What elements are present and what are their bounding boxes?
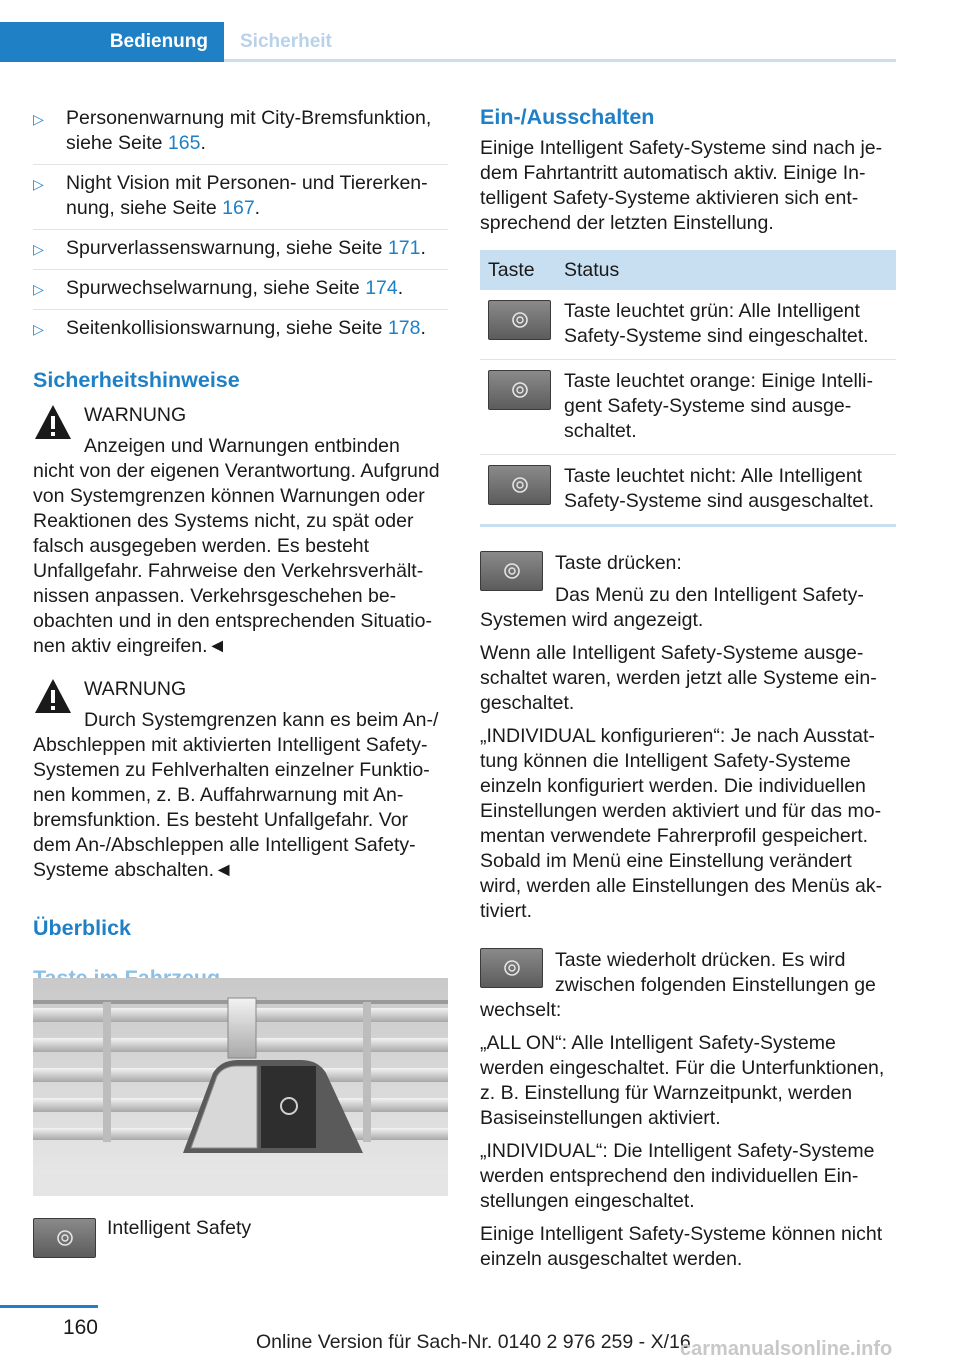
vehicle-button-photo <box>33 978 448 1196</box>
triangle-right-icon: ▷ <box>33 281 44 297</box>
left-column <box>33 100 448 991</box>
grille-illustration <box>33 978 448 1196</box>
button-icon <box>480 948 543 988</box>
page-link[interactable]: 178 <box>387 317 421 339</box>
repeat-first: Taste wiederholt drücken. Es wird zwischen folgenden Einstellungen ge <box>555 949 876 996</box>
paragraph: „ALL ON“: Alle Intelligent Safety-Systeme werden eingeschaltet. Für die Unterfunktionen, z. B. Einstellung für Warnzeitpunkt, werden Basiseinstellungen aktiviert. <box>480 1032 885 1129</box>
page-link[interactable]: 167 <box>222 197 255 219</box>
warning-block <box>33 403 448 659</box>
list-item: ▷ Night Vision mit Personen- und Tiererkennung, siehe Seite 167. <box>33 165 448 230</box>
onoff-heading: Ein-/Ausschalten <box>480 105 655 129</box>
warning-title: WARNUNG <box>84 404 187 426</box>
tab-bedienung[interactable]: Bedienung <box>0 22 224 62</box>
table-row <box>480 360 896 455</box>
repeat-rest: wechselt: <box>480 999 562 1021</box>
warning-text: nicht von der eigenen Verantwortung. Aufgrund von Systemgrenzen können Warnungen oder Reaktionen des Systems nicht, zu spät oder falsch ausgegeben werden. Es besteht Unfallgefahr. Fahrweise den Verkehrsverhältnissen anpassen. Verkehrsgeschehen beobachten und in den entsprechenden Situationen aktiv eingreifen.◄ <box>33 460 440 657</box>
warning-triangle-icon <box>33 677 73 715</box>
list-item: ▷ Spurverlassenswarnung, siehe Seite 171. <box>33 230 448 270</box>
status-cell: Taste leuchtet grün: Alle Intelligent Safety-Systeme sind eingeschaltet. <box>564 290 896 360</box>
button-orange-icon <box>488 370 551 410</box>
watermark: carmanualsonline.info <box>680 1338 893 1360</box>
paragraph: „INDIVIDUAL“: Die Intelligent Safety-Systeme werden entsprechend den individuellen Einstellungen eingeschaltet. <box>480 1140 875 1212</box>
list-item: ▷ Personenwarnung mit City-Bremsfunktion, siehe Seite 165. <box>33 100 448 165</box>
table-row <box>480 290 896 360</box>
right-column <box>480 100 896 1272</box>
status-cell: Taste leuchtet orange: Einige Intelligent Safety-Systeme sind ausgeschaltet. <box>564 360 896 455</box>
onoff-text: Einige Intelligent Safety-Systeme sind nach jedem Fahrtantritt automatisch aktiv. Einige Intelligent Safety-Systeme aktivieren sich entsprechend der letzten Einstellung. <box>480 137 883 234</box>
press-first: Das Menü zu den Intelligent Safety- <box>555 584 864 606</box>
status-table <box>480 250 896 527</box>
safety-heading: Sicherheitshinweise <box>33 368 240 392</box>
press-rest: Systemen wird angezeigt. <box>480 609 704 631</box>
footer-accent-line <box>0 1305 98 1308</box>
press-block <box>480 551 896 633</box>
warning-text: Abschleppen mit aktivierten Intelligent Safety-Systemen zu Fehlverhalten einzelner Funktionen kommen, z. B. Auffahrwarnung mit Anbremsfunktion. Es besteht Unfallgefahr. Vor dem An-/Abschleppen alle Intelligent Safety-Systeme abschalten.◄ <box>33 734 430 881</box>
table-row <box>480 455 896 526</box>
press-title: Taste drücken: <box>555 552 682 574</box>
warning-block <box>33 677 448 883</box>
header-divider <box>224 59 896 62</box>
page-header <box>0 0 960 62</box>
icon-caption: Intelligent Safety <box>107 1217 252 1239</box>
button-off-icon <box>488 465 551 505</box>
triangle-right-icon: ▷ <box>33 321 44 337</box>
triangle-right-icon: ▷ <box>33 111 44 127</box>
page-number: 160 <box>62 1316 98 1339</box>
page-link[interactable]: 165 <box>167 132 201 154</box>
button-icon <box>480 551 543 591</box>
col-header-button: Taste <box>480 250 564 290</box>
warning-title: WARNUNG <box>84 678 187 700</box>
tab-sicherheit[interactable]: Sicherheit <box>240 31 332 52</box>
triangle-right-icon: ▷ <box>33 241 44 257</box>
list-item: ▷ Seitenkollisionswarnung, siehe Seite 178. <box>33 310 448 349</box>
warning-triangle-icon <box>33 403 73 441</box>
intelligent-safety-button-icon <box>33 1218 96 1258</box>
footer-text: Online Version für Sach-Nr. 0140 2 976 259 - X/16 <box>256 1331 691 1353</box>
repeat-block <box>480 948 896 1023</box>
list-item: ▷ Spurwechselwarnung, siehe Seite 174. <box>33 270 448 310</box>
system-list <box>33 100 448 349</box>
page-link[interactable]: 171 <box>387 237 421 259</box>
status-cell: Taste leuchtet nicht: Alle Intelligent Safety-Systeme sind ausgeschaltet. <box>564 455 896 526</box>
overview-heading: Überblick <box>33 916 131 940</box>
warning-text-first: Durch Systemgrenzen kann es beim An-/ <box>84 709 439 731</box>
paragraph: „INDIVIDUAL konfigurieren“: Je nach Ausstattung können die Intelligent Safety-Systeme einzeln konfiguriert werden. Die individuellen Einstellungen werden aktiviert und für das momentan verwendete Fahrerprofil gespeichert. Sobald im Menü eine Einstellung verändert wird, werden alle Einstellungen des Menüs aktiviert. <box>480 725 883 922</box>
page-link[interactable]: 174 <box>365 277 398 299</box>
warning-text-first: Anzeigen und Warnungen entbinden <box>84 435 400 457</box>
paragraph: Einige Intelligent Safety-Systeme können nicht einzeln ausgeschaltet werden. <box>480 1223 883 1270</box>
paragraph: Wenn alle Intelligent Safety-Systeme ausgeschaltet waren, werden jetzt alle Systeme eingeschaltet. <box>480 642 877 714</box>
col-header-status: Status <box>564 250 896 290</box>
icon-caption-block <box>33 1218 448 1263</box>
button-green-icon <box>488 300 551 340</box>
triangle-right-icon: ▷ <box>33 176 44 192</box>
